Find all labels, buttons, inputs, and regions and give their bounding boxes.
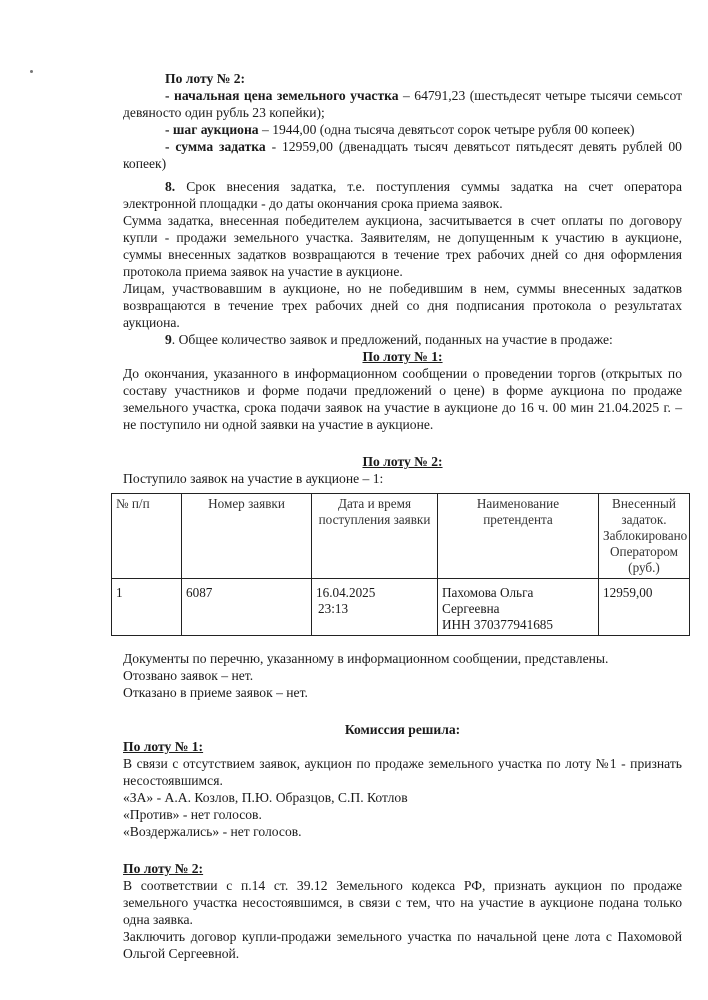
header-application-number: Номер заявки (182, 494, 312, 579)
decision-lot1-heading: По лоту № 1: (123, 739, 204, 754)
deposit-label: - сумма задатка (165, 139, 266, 154)
header-applicant-name: Наименование претендента (438, 494, 599, 579)
auction-step-label: - шаг аукциона (165, 122, 259, 137)
header-deposit: Внесенный задаток. Заблокировано Оператором (руб.) (599, 494, 690, 579)
section-8-deposit-offset: Сумма задатка, внесенная победителем аукциона, засчитывается в счет оплаты по договору купли - продажи земельного участка. Заявителям, не допущенным к участию в аукционе, суммы внесенных задатков возвращаются в течение трех рабочих дней со дня оформления протокола приема заявок на участие в аукционе. (123, 213, 682, 279)
decision-lot2-contract: Заключить договор купли-продажи земельного участка по начальной цене лота с Пахомовой Ольгой Сергеевной. (123, 929, 682, 961)
section-8-paragraph (123, 178, 682, 212)
refused-applications: Отказано в приеме заявок – нет. (123, 685, 308, 700)
document-page (116, 70, 688, 962)
decision-lot2-text: В соответствии с п.14 ст. 39.12 Земельного кодекса РФ, признать аукцион по продаже земельного участка несостоявшимся, в связи с тем, что на участие в аукционе подана только одна заявка. (123, 878, 682, 927)
table-row (112, 579, 690, 636)
auction-step-line (123, 121, 682, 138)
cell-date-time (312, 579, 438, 636)
decision-lot1-text: В связи с отсутствием заявок, аукцион по продаже земельного участка по лоту №1 - признать несостоявшимся. (123, 756, 682, 788)
documents-presented: Документы по перечню, указанному в информационном сообщении, представлены. (123, 651, 609, 666)
section-9-lot1-heading: По лоту № 1: (362, 349, 443, 364)
lot2-intro-heading: По лоту № 2: (165, 71, 246, 86)
cell-deposit: 12959,00 (599, 579, 690, 636)
applications-table (111, 493, 690, 636)
section-8-text: Срок внесения задатка, т.е. поступления суммы задатка на счет оператора электронной площадки - до даты окончания срока приема заявок. (123, 179, 682, 211)
cell-number: 1 (112, 579, 182, 636)
decision-heading: Комиссия решила: (344, 722, 461, 737)
votes-against: «Против» - нет голосов. (123, 807, 262, 822)
withdrawn-applications: Отозвано заявок – нет. (123, 668, 254, 683)
deposit-text: - 12959,00 (двенадцать тысяч девятьсот пятьдесят девять рублей 00 копеек) (123, 139, 682, 171)
votes-for: «ЗА» - А.А. Козлов, П.Ю. Образцов, С.П. Котлов (123, 790, 408, 805)
cell-applicant (438, 579, 599, 636)
scan-speck (30, 70, 33, 73)
section-9-number: 9 (165, 332, 172, 347)
cell-applicant-name: Пахомова Ольга (442, 585, 534, 600)
cell-applicant-inn: ИНН 370377941685 (442, 617, 553, 632)
cell-date: 16.04.2025 (316, 585, 376, 600)
header-number: № п/п (112, 494, 182, 579)
cell-application-number: 6087 (182, 579, 312, 636)
auction-step-text: – 1944,00 (одна тысяча девятьсот сорок четыре рубля 00 копеек) (258, 122, 635, 137)
decision-lot2-heading: По лоту № 2: (123, 861, 204, 876)
votes-abstain: «Воздержались» - нет голосов. (123, 824, 302, 839)
applications-received: Поступило заявок на участие в аукционе – 1: (123, 471, 384, 486)
start-price-label: - начальная цена земельного участка (165, 88, 399, 103)
table-header-row (112, 494, 690, 579)
section-9-text: . Общее количество заявок и предложений, поданных на участие в продаже: (171, 332, 613, 347)
start-price-text: – 64791,23 (шестьдесят четыре тысячи семьсот девяносто один рубль 23 копейки); (123, 88, 683, 120)
deposit-line (123, 138, 682, 172)
section-9-lot2-heading: По лоту № 2: (362, 454, 443, 469)
start-price-line (123, 87, 682, 121)
section-8-deposit-return: Лицам, участвовавшим в аукционе, но не победившим в нем, суммы внесенных задатков возвращаются в течение трех рабочих дней со дня подписания протокола о результатах аукциона. (123, 281, 682, 330)
cell-applicant-patronymic: Сергеевна (442, 601, 500, 616)
cell-time: 23:13 (318, 601, 349, 616)
section-9-paragraph (123, 331, 682, 348)
section-9-lot1-text: До окончания, указанного в информационном сообщении о проведении торгов (открытых по составу участников и форме подачи предложений о цене) в форме аукциона по продаже земельного участка, срока подачи заявок на участие в аукционе до 16 ч. 00 мин 21.04.2025 г. – не поступило ни одной заявки на участие в аукционе. (123, 366, 682, 432)
header-date-time: Дата и время поступления заявки (312, 494, 438, 579)
section-8-number: 8. (165, 179, 176, 194)
